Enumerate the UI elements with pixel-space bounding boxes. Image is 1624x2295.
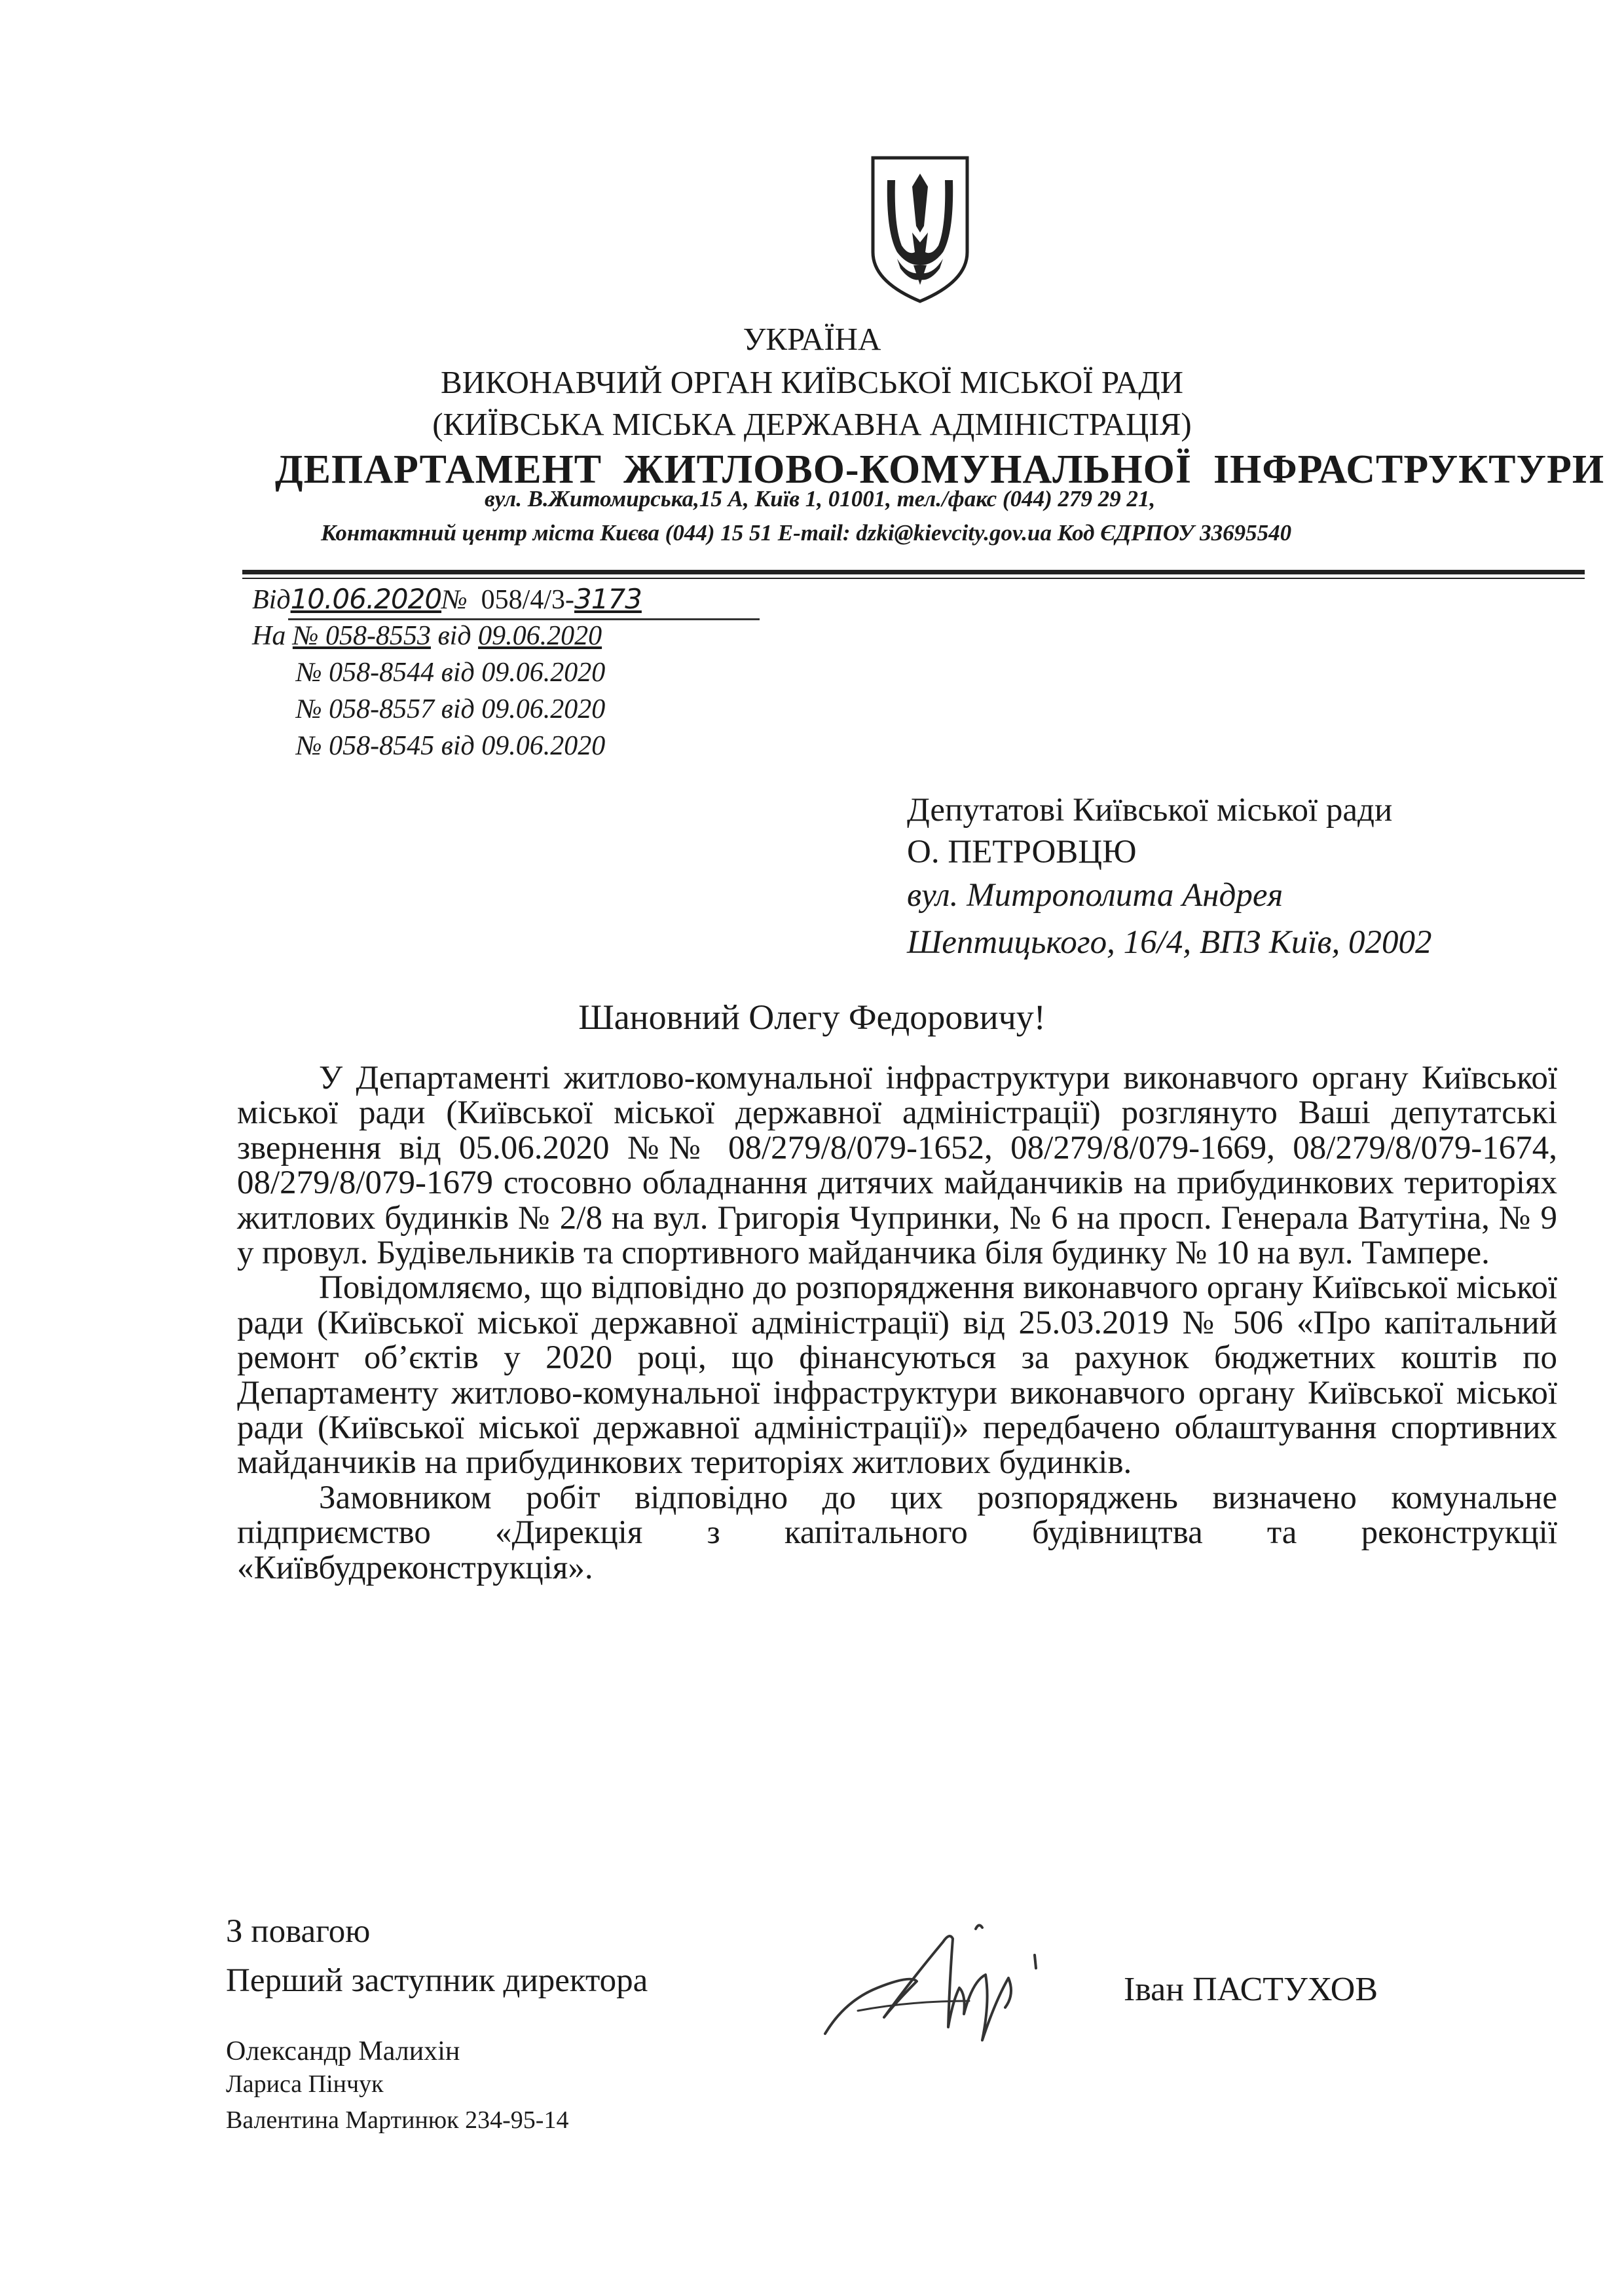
letterhead-divider-thin	[242, 578, 1585, 579]
recipient-street: вул. Митрополита Андрея	[907, 877, 1283, 914]
reference-reply-entry	[252, 620, 602, 652]
letterhead-divider	[242, 570, 1585, 574]
reference-entry-number: № 058-8544	[296, 658, 435, 688]
reference-entry-date: 09.06.2020	[481, 731, 606, 761]
letterhead-country: УКРАЇНА	[743, 321, 881, 357]
letterhead-administration: (КИЇВСЬКА МІСЬКА ДЕРЖАВНА АДМІНІСТРАЦІЯ)	[432, 406, 1192, 442]
recipient-name: О. ПЕТРОВЦЮ	[907, 834, 1137, 870]
letterhead-contacts: Контактний центр міста Києва (044) 15 51 E-mail: dzki@kievcity.gov.ua Код ЄДРПОУ 33695540	[321, 520, 1292, 546]
reference-entry-sep: від	[437, 621, 471, 651]
body-paragraph: Замовником робіт відповідно до цих розпоряджень визначено комунальне підприємство «Дирекція з капітального будівництва та реконструкції «Київбудреконструкція».	[237, 1479, 1557, 1586]
reference-entry	[296, 730, 605, 762]
reference-entry-date: 09.06.2020	[481, 694, 606, 724]
reference-number-label: №	[441, 585, 468, 615]
reference-reply-label: На	[252, 621, 286, 651]
reference-entry	[296, 656, 605, 689]
reference-entry-number: № 058-8557	[296, 694, 435, 724]
recipient-address: Шептицького, 16/4, ВПЗ Київ, 02002	[907, 924, 1432, 961]
handwritten-signature-icon	[819, 1903, 1094, 2053]
letterhead-address: вул. В.Житомирська,15 А, Київ 1, 01001, тел./факс (044) 279 29 21,	[485, 486, 1156, 512]
body-paragraph: Повідомляємо, що відповідно до розпорядження виконавчого органу Київської міської ради (Київської міської державної адміністрації) від 25.03.2019 № 506 «Про капітальний ремонт об’єктів у 2020 році, що фінансуються за рахунок бюджетних коштів по Департаменту житлово-комунальної інфраструктури виконавчого органу Київської міської ради (Київської міської державної адміністрації)» передбачено облаштування спортивних майданчиків на прибудинкових територіях житлових будинків.	[237, 1269, 1557, 1482]
letterhead-organization: ВИКОНАВЧИЙ ОРГАН КИЇВСЬКОЇ МІСЬКОЇ РАДИ	[440, 364, 1184, 400]
signatory-name: Іван ПАСТУХОВ	[1124, 1971, 1378, 2008]
reference-entry-sep: від	[441, 658, 475, 688]
salutation: Шановний Олегу Федоровичу!	[578, 998, 1046, 1037]
reference-from-date: 10.06.2020	[290, 583, 442, 615]
recipient-title: Депутатові Київської міської ради	[907, 792, 1393, 829]
reference-entry-date: 09.06.2020	[478, 621, 602, 651]
letter-body	[237, 1061, 1557, 1586]
reference-entry-date: 09.06.2020	[481, 658, 606, 688]
executor-name: Лариса Пінчук	[226, 2070, 384, 2098]
signature-closing: З повагою	[226, 1913, 371, 1950]
reference-entry-number: № 058-8553	[292, 621, 431, 651]
executor-name: Олександр Малихін	[226, 2036, 460, 2066]
reference-outgoing	[252, 583, 642, 616]
reference-entry-sep: від	[441, 731, 475, 761]
reference-number-suffix: 3173	[574, 583, 642, 615]
body-paragraph: У Департаменті житлово-комунальної інфраструктури виконавчого органу Київської міської ради (Київської міської державної адміністрації) розглянуто Ваші депутатські звернення від 05.06.2020 №№ 08/279/8/079-1652, 08/279/8/079-1669, 08/279/8/079-1674, 08/279/8/079-1679 стосовно обладнання дитячих майданчиків на прибудинкових територіях житлових будинків № 2/8 на вул. Григорія Чупринки, № 6 на просп. Генерала Ватутіна, № 9 у провул. Будівельників та спортивного майданчика біля будинку № 10 на вул. Тампере.	[237, 1060, 1557, 1272]
reference-entry-sep: від	[441, 694, 475, 724]
signature-position: Перший заступник директора	[226, 1962, 648, 1999]
reference-entry-number: № 058-8545	[296, 731, 435, 761]
reference-entry	[296, 693, 605, 726]
reference-from-label: Від	[252, 585, 291, 615]
letterhead-department: ДЕПАРТАМЕНТ ЖИТЛОВО-КОМУНАЛЬНОЇ ІНФРАСТРУКТУРИ	[275, 447, 1605, 492]
executor-name: Валентина Мартинюк 234-95-14	[226, 2106, 569, 2134]
reference-number-prefix: 058/4/3-	[481, 585, 574, 615]
tryzub-emblem-icon	[868, 154, 972, 305]
